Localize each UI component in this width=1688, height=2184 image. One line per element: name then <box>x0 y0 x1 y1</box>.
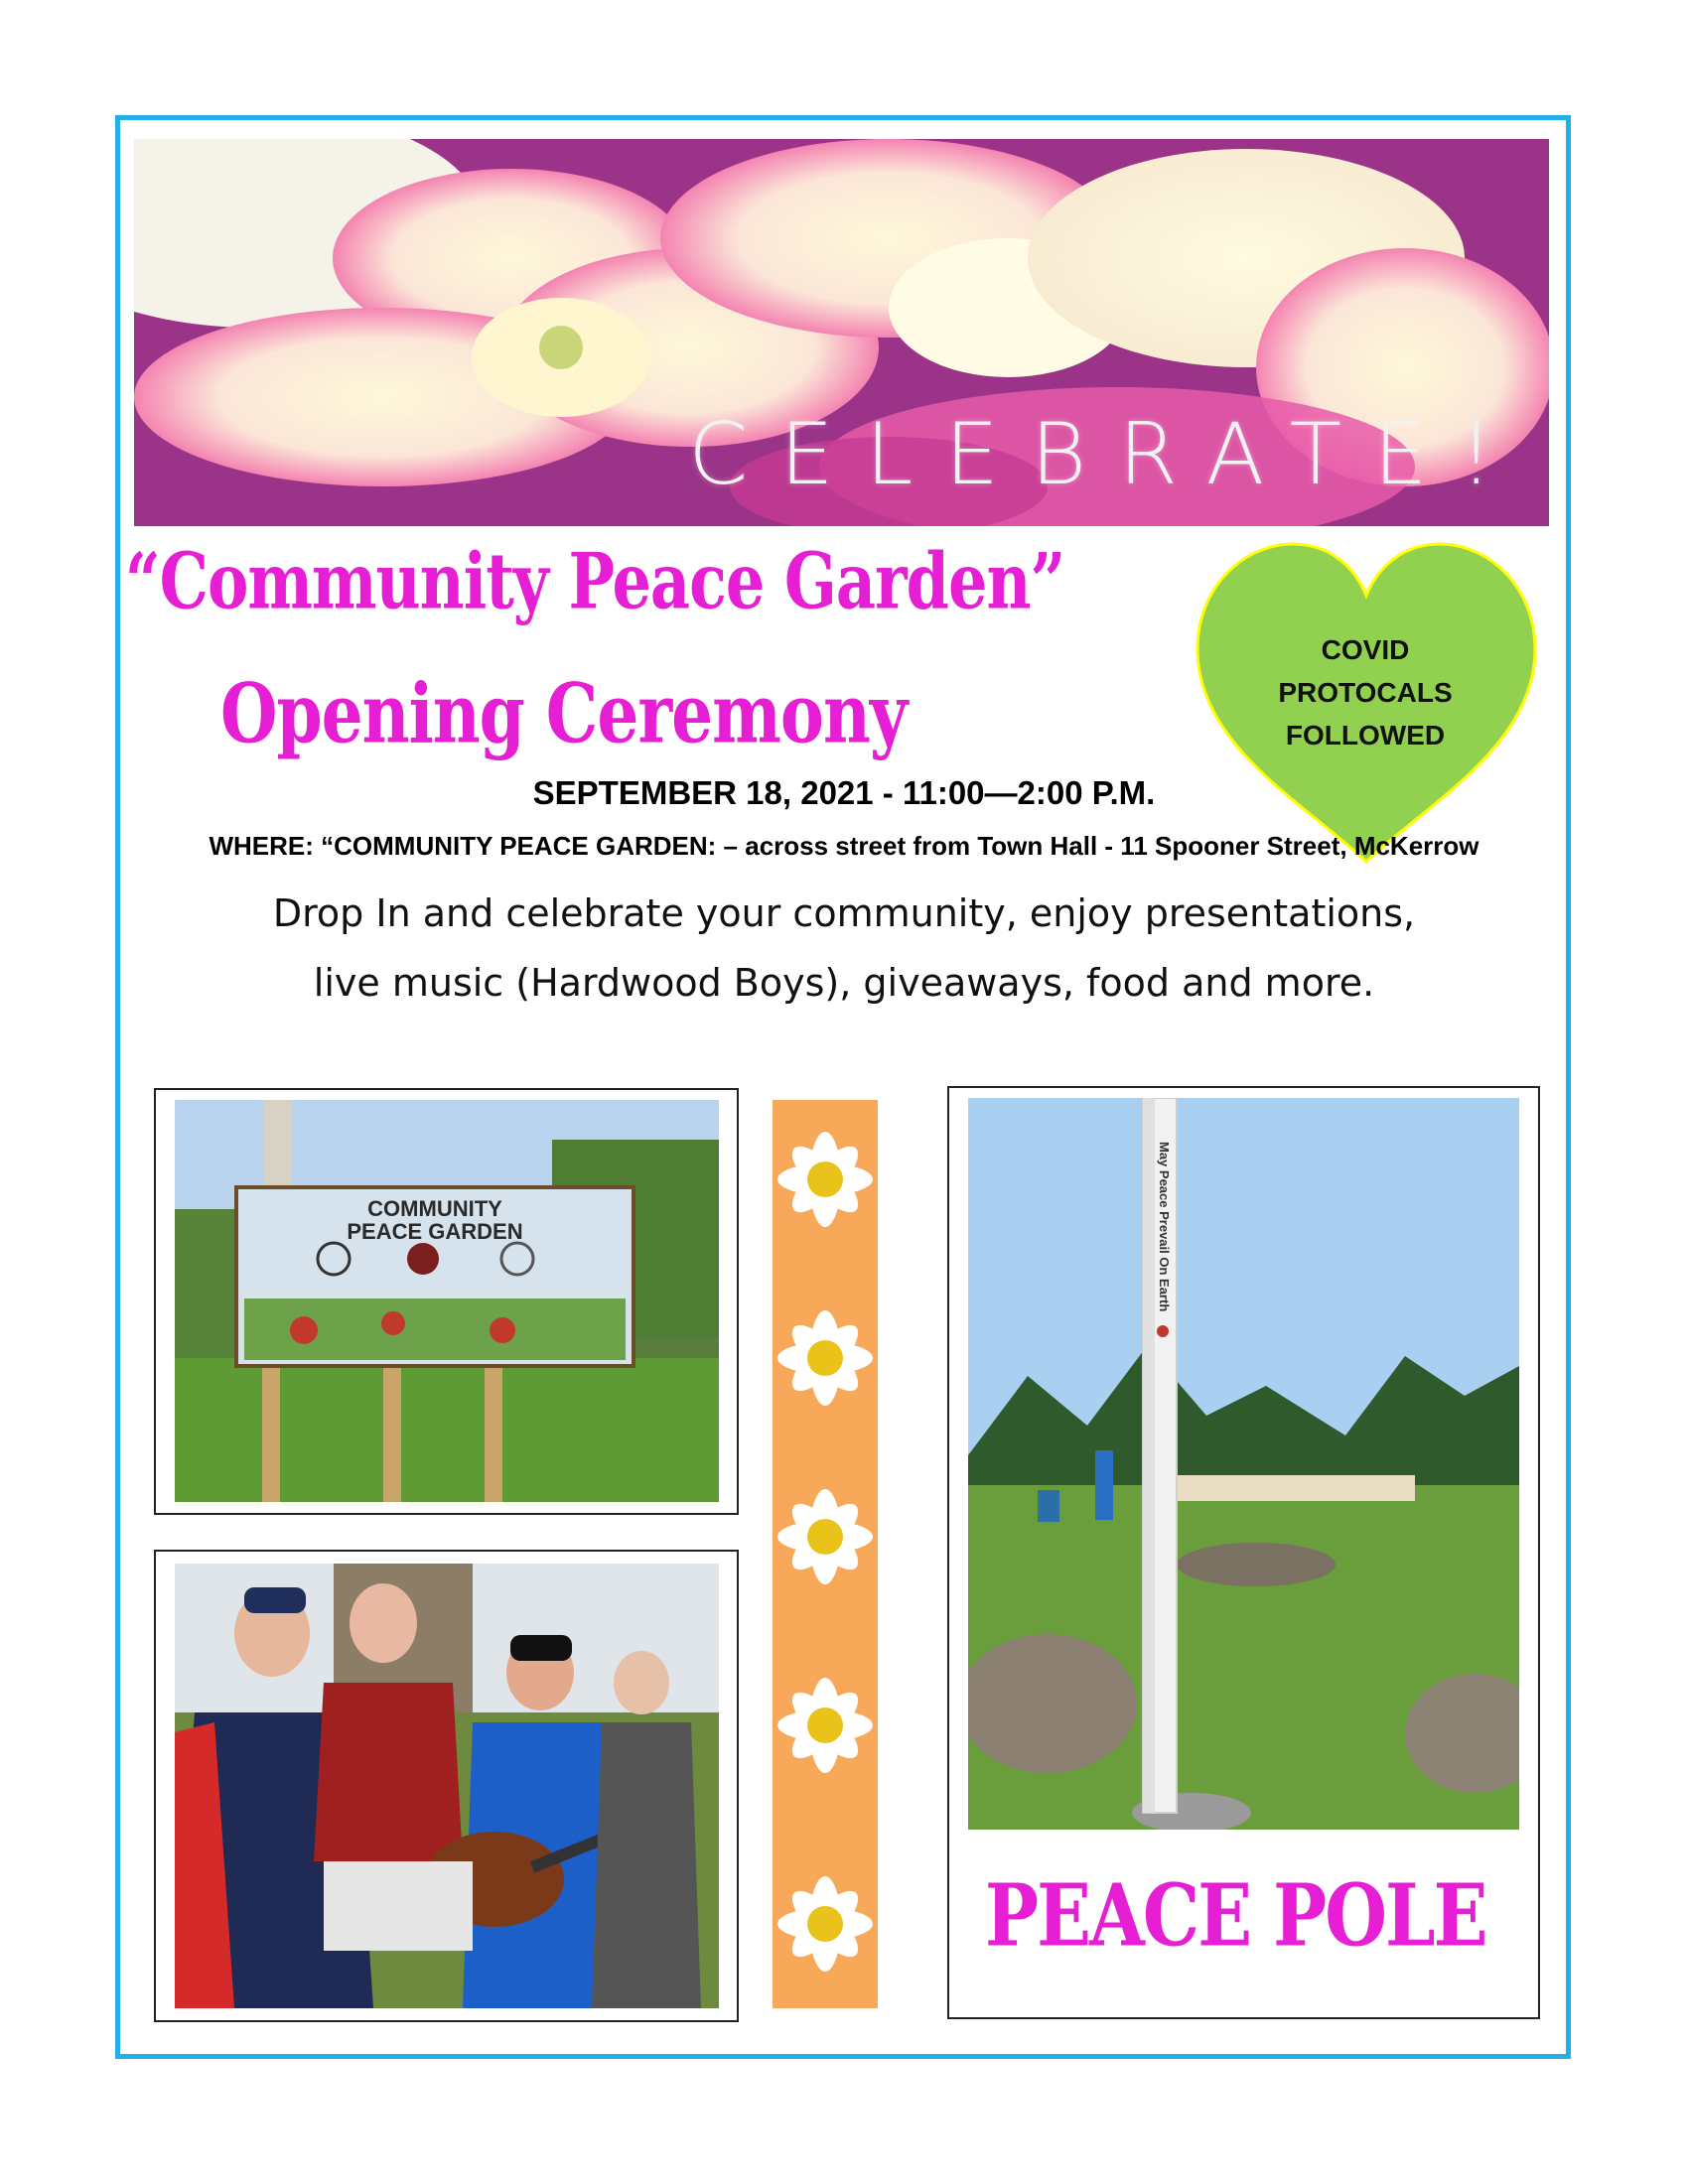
daisy-strip <box>773 1100 878 2008</box>
covid-line: COVID <box>1321 634 1410 665</box>
sign-photo <box>175 1100 719 1502</box>
event-subtitle: Opening Ceremony <box>220 665 908 762</box>
covid-line: FOLLOWED <box>1285 720 1446 751</box>
event-description <box>0 879 1688 1018</box>
band-photo <box>175 1564 719 2008</box>
sign-line: COMMUNITY <box>367 1196 502 1221</box>
celebrate-text: CELEBRATE! <box>688 405 1525 504</box>
peace-pole-caption: PEACE POLE <box>985 1864 1486 1966</box>
pole-inscription: May Peace Prevail On Earth <box>1157 1142 1172 1312</box>
event-title: “Community Peace Garden” <box>125 536 1065 627</box>
peace-pole-photo <box>968 1098 1519 1830</box>
event-date: SEPTEMBER 18, 2021 - 11:00—2:00 P.M. <box>532 774 1156 811</box>
daisy-icon <box>777 1876 873 1972</box>
daisy-icon <box>777 1678 873 1773</box>
description-line: Drop In and celebrate your community, enjoy presentations, <box>272 891 1416 935</box>
daisy-icon <box>777 1489 873 1584</box>
event-location: WHERE: “COMMUNITY PEACE GARDEN: – across street from Town Hall - 11 Spooner Street, McKerrow <box>209 831 1479 861</box>
sign-line: PEACE GARDEN <box>347 1219 523 1244</box>
celebrate-banner <box>134 139 1549 526</box>
covid-notice <box>1221 628 1509 756</box>
covid-line: PROTOCALS <box>1278 677 1453 708</box>
daisy-icon <box>777 1132 873 1227</box>
daisy-icon <box>777 1310 873 1406</box>
description-line: live music (Hardwood Boys), giveaways, food and more. <box>313 961 1375 1005</box>
